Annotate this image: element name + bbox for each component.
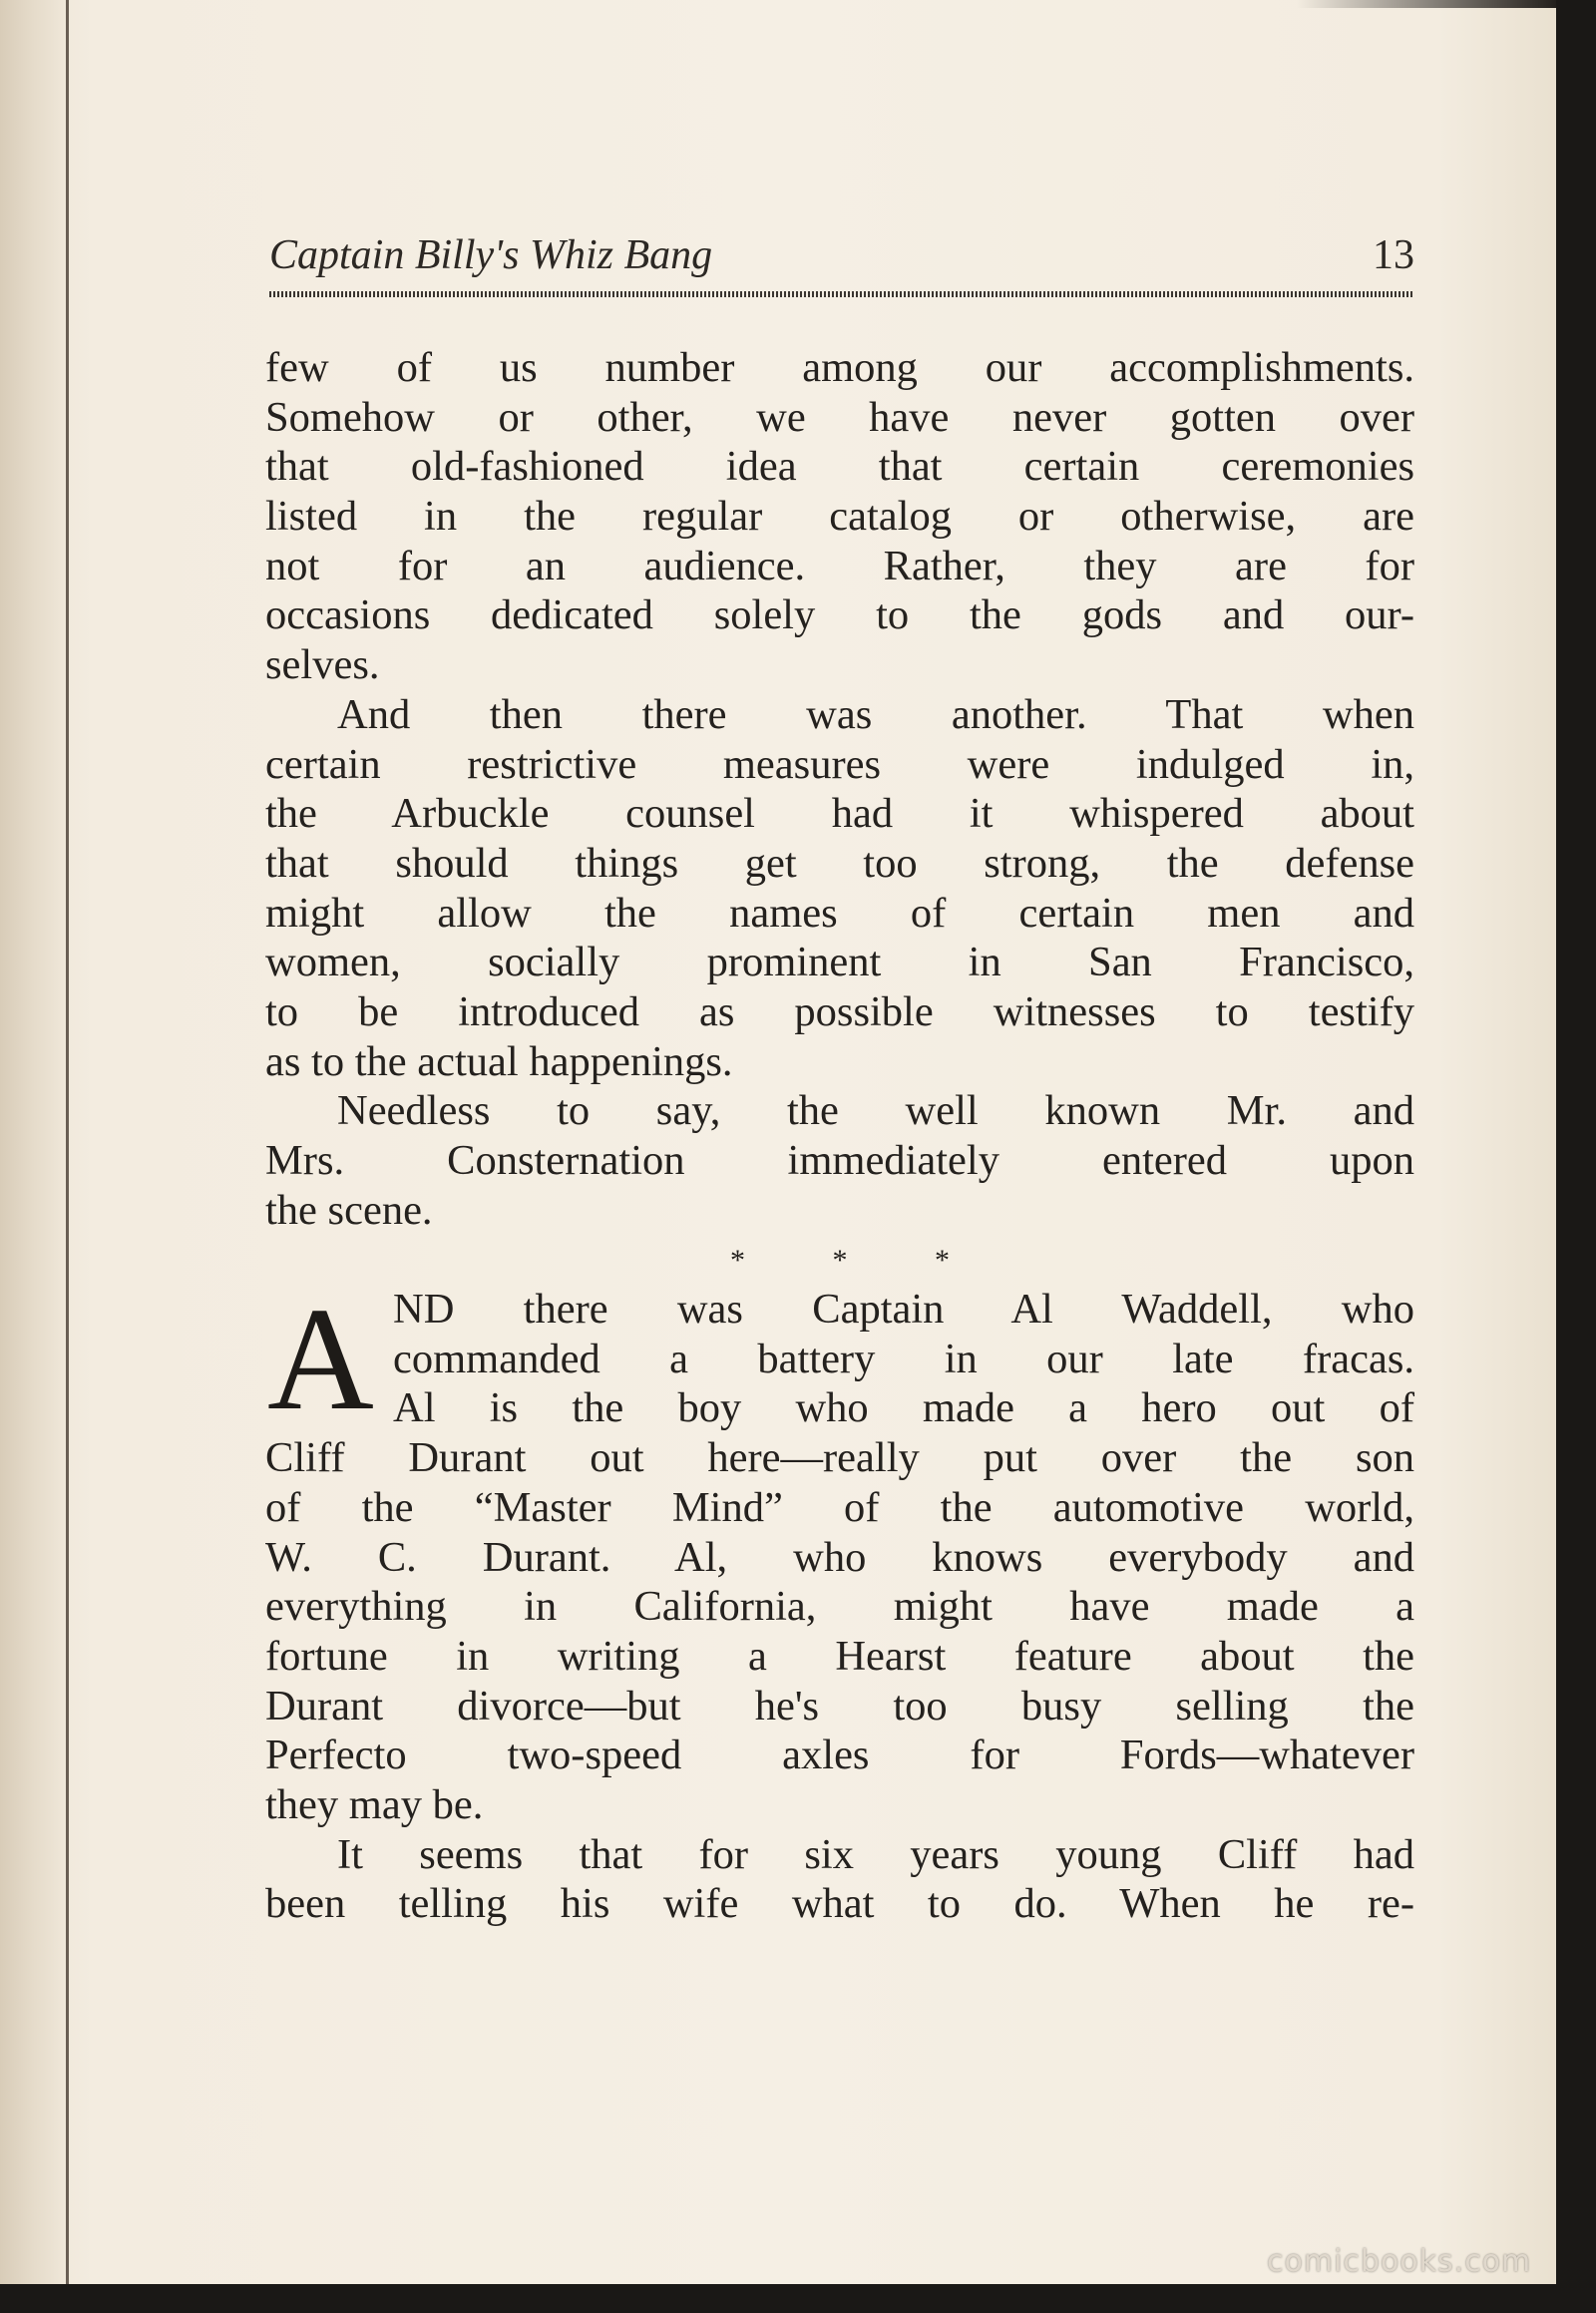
text-line: might allow the names of certain men and [265,889,1414,937]
text-line: Cliff Durant out here—really put over the son [265,1434,1414,1482]
running-title: Captain Billy's Whiz Bang [269,232,713,278]
text-line: fortune in writing a Hearst feature about the [265,1632,1414,1680]
text-line: certain restrictive measures were indulged in, [265,740,1414,788]
text-line: everything in California, might have made a [265,1583,1414,1631]
text-line: ND there was Captain Al Waddell, who [393,1286,1414,1334]
body-text [265,343,1414,1929]
text-line: the scene. [265,1186,433,1234]
paragraph-1 [265,343,1414,690]
text-line: Durant divorce—but he's too busy selling the [265,1682,1414,1730]
text-line: not for an audience. Rather, they are for [265,542,1414,589]
page-number: 13 [1373,232,1414,278]
text-line: that should things get too strong, the defense [265,839,1414,887]
scan-background-edge [1556,0,1596,2313]
section-separator: * * * [730,1244,990,1278]
text-line: as to the actual happenings. [265,1037,733,1085]
text-line: Needless to say, the well known Mr. and [337,1087,1414,1135]
page-top-edge [1297,0,1562,8]
paragraph-4 [265,1278,1414,1830]
text-line: they may be. [265,1780,484,1828]
text-line: commanded a battery in our late fracas. [393,1335,1414,1382]
page-gutter-shadow [0,0,70,2284]
text-line: selves. [265,641,380,689]
text-line: Perfecto two-speed axles for Fords—whatever [265,1732,1414,1779]
text-line: of the “Master Mind” of the automotive world, [265,1483,1414,1531]
text-line: been telling his wife what to do. When he re- [265,1880,1414,1928]
text-line: few of us number among our accomplishments. [265,344,1414,391]
paragraph-3 [265,1086,1414,1235]
text-line: occasions dedicated solely to the gods and our- [265,591,1414,639]
text-line: W. C. Durant. Al, who knows everybody and [265,1533,1414,1581]
header-rule [269,291,1414,297]
text-line: Somehow or other, we have never gotten over [265,393,1414,441]
running-header [269,231,1414,291]
text-line: listed in the regular catalog or otherwise, are [265,493,1414,541]
drop-cap: A [267,1278,374,1442]
watermark: comicbooks.com [1267,2244,1532,2279]
text-line: women, socially prominent in San Francisco, [265,939,1414,986]
paragraph-2 [265,690,1414,1087]
paragraph-5 [265,1830,1414,1929]
text-line: Al is the boy who made a hero out of [393,1384,1414,1432]
text-line: to be introduced as possible witnesses to testify [265,987,1414,1035]
binding-edge [66,0,69,2284]
text-line: Mrs. Consternation immediately entered upon [265,1137,1414,1184]
text-line: the Arbuckle counsel had it whispered about [265,790,1414,838]
text-line: And then there was another. That when [337,690,1414,738]
text-line: that old-fashioned idea that certain ceremonies [265,443,1414,491]
text-line: It seems that for six years young Cliff had [337,1830,1414,1878]
